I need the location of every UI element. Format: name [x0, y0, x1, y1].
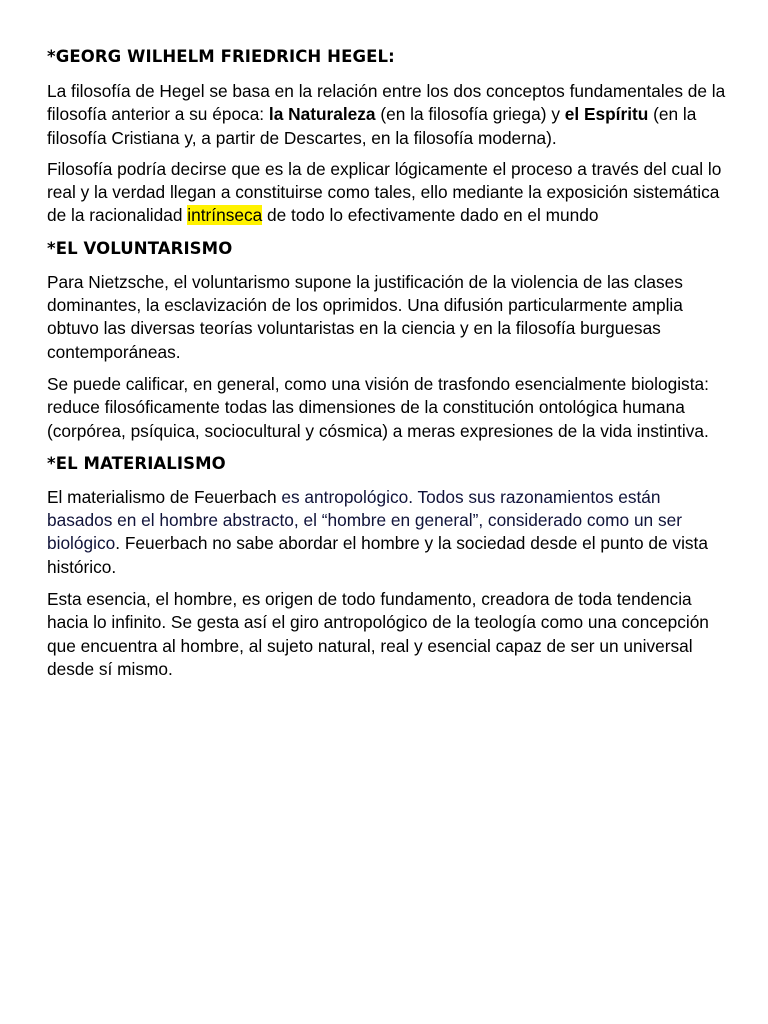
section-heading-voluntarismo: *EL VOLUNTARISMO: [47, 238, 233, 258]
text-run: de todo lo efectivamente dado en el mundo: [262, 205, 599, 226]
paragraph-materialismo-esencia: Esta esencia, el hombre, es origen de todo fundamento, creadora de toda tendencia hacia lo infinito. Se gesta así el giro antropológico de la teología como una concepción que encuentra al hombre, al sujeto natural, real y esencial capaz de ser un universal desde sí mismo.: [47, 589, 709, 679]
paragraph-hegel-philosophy: [47, 158, 727, 228]
bold-term-naturaleza: la Naturaleza: [268, 104, 376, 125]
navy-text-run: es antropológico. Todos sus razonamientos están basados en el hombre abstracto, el “hombre en general”, considerado como un ser biológico: [47, 486, 682, 554]
paragraph-materialismo-feuerbach: [47, 486, 727, 579]
document-content: [47, 44, 727, 681]
section-heading-hegel: *GEORG WILHELM FRIEDRICH HEGEL:: [47, 47, 395, 66]
text-run: La filosofía de Hegel se basa en la relación entre los dos conceptos fundamentales de la filosofía anterior a su época:: [47, 81, 726, 125]
section-heading-materialismo: *EL MATERIALISMO: [47, 453, 226, 473]
highlighted-word: intrínseca: [187, 205, 263, 226]
text-run: El materialismo de Feuerbach: [47, 486, 282, 507]
paragraph-hegel-concepts: [47, 80, 727, 150]
text-run: (en la filosofía Cristiana y, a partir de Descartes, en la filosofía moderna).: [47, 104, 697, 148]
text-run: (en la filosofía griega) y: [375, 104, 565, 125]
paragraph-voluntarismo-biologista: Se puede calificar, en general, como una visión de trasfondo esencialmente biologista: reduce filosóficamente todas las dimensiones de la constitución ontológica humana (corpórea, psíquica, sociocultural y cósmica) a meras expresiones de la vida instintiva.: [47, 373, 709, 441]
bold-term-espiritu: el Espíritu: [564, 104, 649, 125]
text-run: Filosofía podría decirse que es la de explicar lógicamente el proceso a través del cual lo real y la verdad llegan a constituirse como tales, ello mediante la exposición sistemática de la racionalidad: [47, 158, 722, 226]
text-run: . Feuerbach no sabe abordar el hombre y la sociedad desde el punto de vista histórico.: [47, 533, 708, 577]
paragraph-voluntarismo-nietzsche: Para Nietzsche, el voluntarismo supone la justificación de la violencia de las clases dominantes, la esclavización de los oprimidos. Una difusión particularmente amplia obtuvo las diversas teorías voluntaristas en la ciencia y en la filosofía burguesas contemporáneas.: [47, 271, 683, 362]
